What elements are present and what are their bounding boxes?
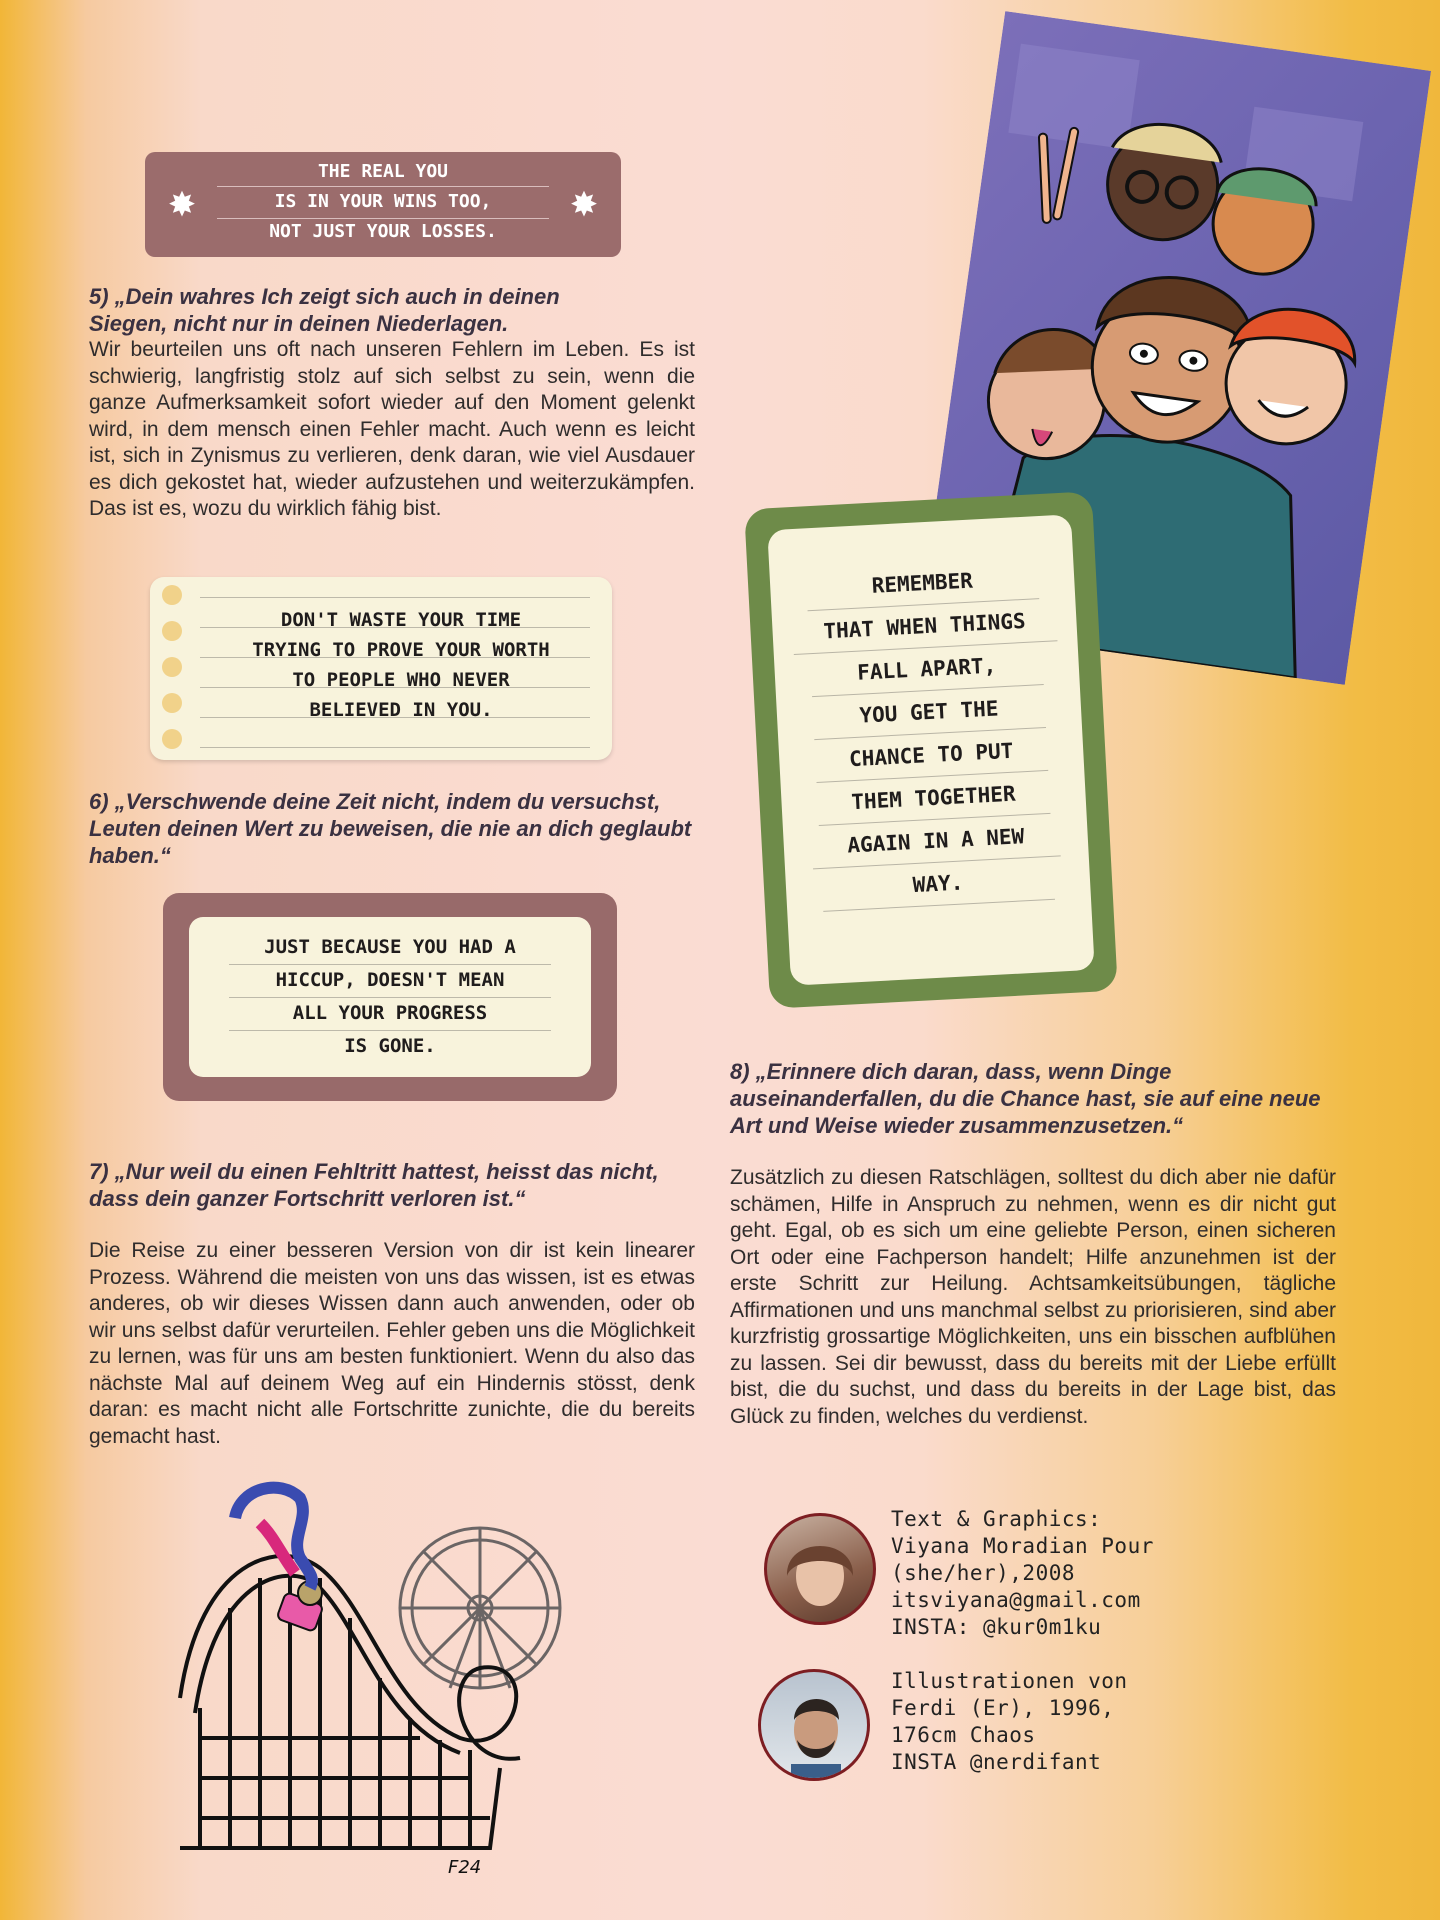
- section-6: [89, 788, 695, 869]
- quote-line: TRYING TO PROVE YOUR WORTH: [252, 639, 550, 661]
- quote-line: WAY.: [821, 857, 1055, 912]
- quote-line: BELIEVED IN YOU.: [309, 699, 493, 721]
- quote-line: DON'T WASTE YOUR TIME: [280, 609, 522, 631]
- quote-card-wins: [145, 152, 621, 257]
- section-8: [730, 1058, 1336, 1430]
- credit-line: 176cm Chaos: [891, 1723, 1036, 1747]
- quote-line: YOU GET THE: [812, 685, 1046, 740]
- credit-line: (she/her),2008: [891, 1561, 1076, 1585]
- section-7-body: Die Reise zu einer besseren Version von dir ist kein linearer Prozess. Während die meisten von uns das wissen, ist es etwas anderes, ob wir dieses Wissen dann auch anwenden, oder ob wir uns selbst dafür verurteilen. Fehler geben uns die Möglichkeit zu lernen, was für uns am besten funktioniert. Wenn du also das nächste Mal auf deinem Weg auf ein Hindernis stösst, denk daran: es macht nicht alle Fortschritte zunichte, die du bereits gemacht hast.: [89, 1239, 695, 1448]
- illustrator-instagram: INSTA @nerdifant: [891, 1750, 1102, 1774]
- quote-line: IS IN YOUR WINS TOO,: [274, 191, 492, 212]
- artist-signature: F24: [448, 1857, 482, 1878]
- credit-line: Viyana Moradian Pour: [891, 1534, 1154, 1558]
- credit-line: Text & Graphics:: [891, 1507, 1102, 1531]
- quote-line: CHANCE TO PUT: [814, 728, 1048, 783]
- illustrator-credit: [891, 1668, 1128, 1776]
- author-email: itsviyana@gmail.com: [891, 1588, 1141, 1612]
- credit-line: Illustrationen von: [891, 1669, 1128, 1693]
- quote-line: THEM TOGETHER: [817, 771, 1051, 826]
- quote-line: HICCUP, DOESN'T MEAN: [275, 969, 505, 991]
- author-instagram: INSTA: @kur0m1ku: [891, 1615, 1102, 1639]
- quote-line: REMEMBER: [805, 556, 1039, 611]
- section-6-heading: 6) „Verschwende deine Zeit nicht, indem du versuchst, Leuten deinen Wert zu beweisen, die nie an dich geglaubt haben.“: [89, 789, 692, 868]
- sparkle-icon: ✸: [569, 186, 599, 224]
- author-avatar: [764, 1513, 876, 1625]
- quote-line: FALL APART,: [810, 642, 1044, 697]
- section-5-body: Wir beurteilen uns oft nach unseren Fehlern im Leben. Es ist schwierig, langfristig stolz auf sich selbst zu sein, wenn die ganze Aufmerksamkeit sofort wieder auf den Moment gelenkt wird, in dem mensch einen Fehler macht. Auch wenn es leicht ist, sich in Zynismus zu verlieren, denk daran, wie viel Ausdauer es dich gekostet hat, wieder aufzustehen und weiterzukämpfen. Das ist es, wozu du wirklich fähig bist.: [89, 338, 695, 520]
- sparkle-icon: ✸: [167, 186, 197, 224]
- quote-line: THE REAL YOU: [317, 161, 449, 182]
- quote-card-notebook: [150, 577, 612, 760]
- quote-card-fall-apart: [744, 491, 1118, 1009]
- section-8-body: Zusätzlich zu diesen Ratschlägen, solltest du dich aber nie dafür schämen, Hilfe in Anspruch zu nehmen, wenn es dir nicht gut geht. Egal, ob es sich um eine geliebte Person, einen sicheren Ort oder eine Fachperson handelt; Hilfe anzunehmen ist der erste Schritt zur Heilung. Achtsamkeitsübungen, tägliche Affirmationen und uns manchmal selbst zu priorisieren, sind aber kurzfristig grossartige Möglichkeiten, uns ein bisschen aufblühen zu lassen. Sei dir bewusst, dass du bereits mit der Liebe erfüllt bist, die du suchst, und dass du bereits in der Lage bist, das Glück zu finden, welches du verdienst.: [730, 1166, 1336, 1428]
- quote-line: JUST BECAUSE YOU HAD A: [264, 936, 516, 958]
- section-5-heading: 5) „Dein wahres Ich zeigt sich auch in deinen Siegen, nicht nur in deinen Niederlagen.: [89, 284, 560, 336]
- rollercoaster-illustration: [160, 1478, 580, 1878]
- section-7: [89, 1158, 695, 1450]
- quote-line: THAT WHEN THINGS: [792, 598, 1058, 655]
- quote-card-progress: [163, 893, 617, 1101]
- section-8-heading: 8) „Erinnere dich daran, dass, wenn Dinge auseinanderfallen, du die Chance hast, sie auf eine neue Art und Weise wieder zusammenzusetzen.“: [730, 1059, 1321, 1138]
- credit-line: Ferdi (Er), 1996,: [891, 1696, 1115, 1720]
- section-5: [89, 283, 695, 523]
- illustrator-avatar: [758, 1669, 870, 1781]
- author-credit: [891, 1506, 1154, 1641]
- ferris-wheel-icon: [400, 1528, 560, 1688]
- coaster-cart-icon: [276, 1581, 323, 1632]
- quote-line: TO PEOPLE WHO NEVER: [292, 669, 510, 691]
- quote-line: NOT JUST YOUR LOSSES.: [269, 221, 497, 242]
- coaster-track: [180, 1556, 520, 1848]
- quote-line: AGAIN IN A NEW: [811, 813, 1061, 869]
- quote-line: IS GONE.: [344, 1035, 436, 1057]
- section-7-heading: 7) „Nur weil du einen Fehltritt hattest, heisst das nicht, dass dein ganzer Fortschritt verloren ist.“: [89, 1159, 659, 1211]
- quote-line: ALL YOUR PROGRESS: [292, 1002, 488, 1024]
